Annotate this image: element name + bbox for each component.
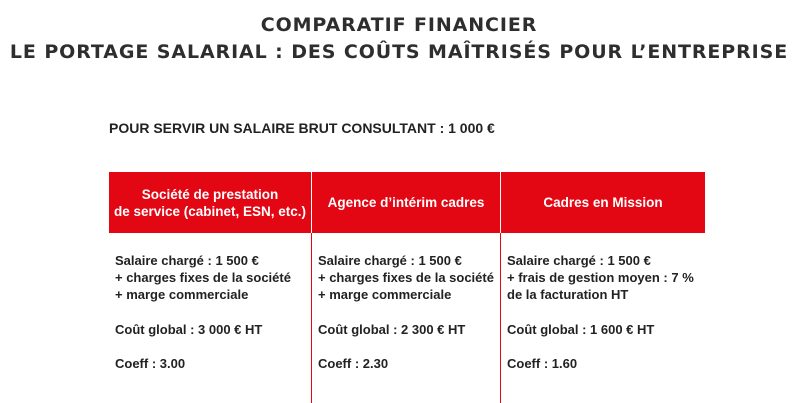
cost-line: + charges fixes de la société bbox=[318, 270, 494, 285]
cost-line: + frais de gestion moyen : 7 % bbox=[507, 270, 694, 285]
total-cost: Coût global : 2 300 € HT bbox=[318, 322, 466, 337]
comparison-table bbox=[109, 172, 705, 403]
coefficient: Coeff : 1.60 bbox=[507, 356, 578, 371]
total-cost: Coût global : 3 000 € HT bbox=[115, 322, 263, 337]
cost-line: Salaire chargé : 1 500 € bbox=[115, 253, 259, 268]
total-cost: Coût global : 1 600 € HT bbox=[507, 322, 655, 337]
column-cell-prestation bbox=[109, 233, 312, 403]
coefficient: Coeff : 3.00 bbox=[115, 356, 186, 371]
cost-line: + marge commerciale bbox=[318, 287, 452, 302]
title-line-1: COMPARATIF FINANCIER bbox=[260, 14, 538, 36]
table-body-row bbox=[109, 233, 705, 403]
cost-line: + marge commerciale bbox=[115, 287, 249, 302]
cost-line: + charges fixes de la société bbox=[115, 270, 291, 285]
table-header-row bbox=[109, 172, 705, 233]
column-cell-interim bbox=[312, 233, 501, 403]
column-header-line: Cadres en Mission bbox=[543, 195, 663, 210]
page-title bbox=[0, 12, 798, 66]
coefficient: Coeff : 2.30 bbox=[318, 356, 389, 371]
column-header-line: Société de prestation bbox=[141, 186, 279, 202]
column-cell-cadres-en-mission bbox=[501, 233, 705, 403]
column-header-line: Agence d’intérim cadres bbox=[327, 195, 485, 210]
column-header-interim bbox=[312, 172, 501, 233]
cost-line: Salaire chargé : 1 500 € bbox=[318, 253, 462, 268]
subtitle: POUR SERVIR UN SALAIRE BRUT CONSULTANT : 1 000 € bbox=[109, 120, 495, 136]
cost-line: de la facturation HT bbox=[507, 287, 629, 302]
column-header-cadres-en-mission bbox=[501, 172, 705, 233]
column-header-line: de service (cabinet, ESN, etc.) bbox=[113, 203, 307, 219]
cost-line: Salaire chargé : 1 500 € bbox=[507, 253, 651, 268]
title-line-2: LE PORTAGE SALARIAL : DES COÛTS MAÎTRISÉS POUR L’ENTREPRISE bbox=[9, 41, 789, 63]
column-header-prestation bbox=[109, 172, 312, 233]
